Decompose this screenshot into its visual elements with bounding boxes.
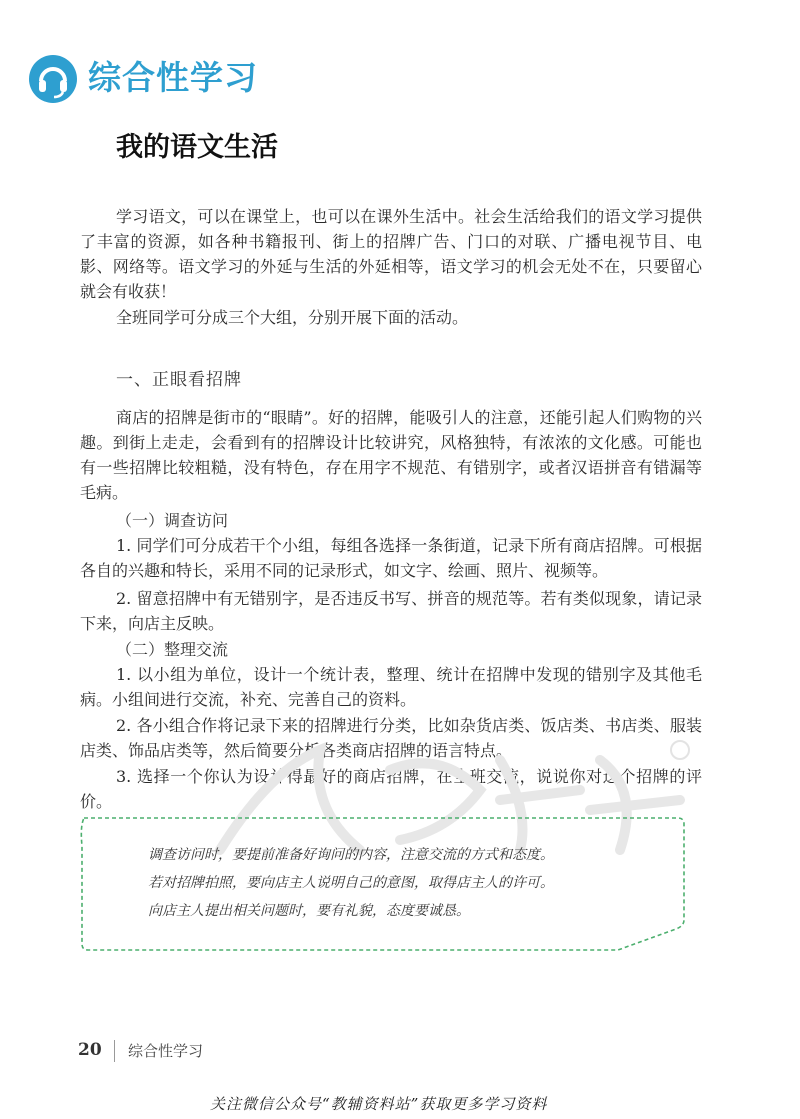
headset-icon [28, 54, 78, 104]
tip-line-2: 若对招牌拍照，要向店主人说明自己的意图，取得店主人的许可。 [148, 875, 554, 891]
bottom-banner: 关注微信公众号“教辅资料站”获取更多学习资料 [210, 1095, 548, 1113]
section-heading-1: 一、正眼看招牌 [116, 370, 242, 390]
footer-section-label: 综合性学习 [128, 1042, 204, 1060]
tip-line-3: 向店主人提出相关问题时，要有礼貌，态度要诚恳。 [148, 903, 470, 919]
intro-paragraph-1: 学习语文，可以在课堂上，也可以在课外生活中。社会生活给我们的语文学习提供了丰富的资源，如各种书籍报刊、街上的招牌广告、门口的对联、广播电视节目、电影、网络等。语文学习的外延与生活的外延相等，语文学习的机会无处不在，只要留心就会有收获！ [80, 207, 702, 301]
sub-heading-survey: （一）调查访问 [116, 511, 229, 530]
survey-item-1: 1. 同学们可分成若干个小组，每组各选择一条街道，记录下所有商店招牌。可根据各自的兴趣和特长，采用不同的记录形式，如文字、绘画、照片、视频等。 [80, 536, 702, 580]
footer-divider [114, 1040, 115, 1062]
sub-heading-organize: （二）整理交流 [116, 640, 229, 659]
section-1-intro: 商店的招牌是街市的“眼睛”。好的招牌，能吸引人的注意，还能引起人们购物的兴趣。到街上走走，会看到有的招牌设计比较讲究，风格独特，有浓浓的文化感。可能也有一些招牌比较粗糙，没有特色，存在用字不规范、有错别字，或者汉语拼音有错漏等毛病。 [80, 408, 702, 502]
organize-item-2: 2. 各小组合作将记录下来的招牌进行分类，比如杂货店类、饭店类、书店类、服装店类、饰品店类等，然后简要分析各类商店招牌的语言特点。 [80, 716, 702, 760]
organize-item-3: 3. 选择一个你认为设计得最好的商店招牌，在全班交流，说说你对这个招牌的评价。 [80, 767, 702, 811]
organize-item-1: 1. 以小组为单位，设计一个统计表，整理、统计在招牌中发现的错别字及其他毛病。小组间进行交流，补充、完善自己的资料。 [80, 665, 702, 709]
page-title: 我的语文生活 [116, 132, 278, 163]
page-number: 20 [78, 1040, 102, 1060]
intro-paragraph-2: 全班同学可分成三个大组，分别开展下面的活动。 [116, 308, 469, 327]
tip-line-1: 调查访问时，要提前准备好询问的内容，注意交流的方式和态度。 [148, 847, 554, 863]
survey-item-2: 2. 留意招牌中有无错别字，是否违反书写、拼音的规范等。若有类似现象，请记录下来，向店主反映。 [80, 589, 702, 633]
section-label: 综合性学习 [88, 58, 258, 97]
